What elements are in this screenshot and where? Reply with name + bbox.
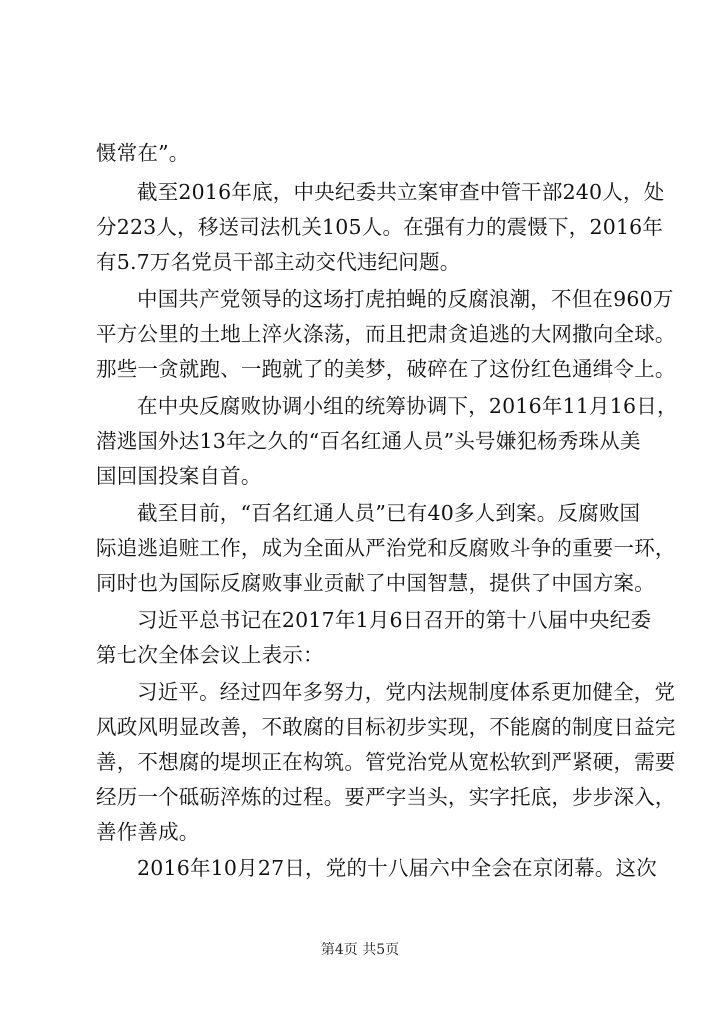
text-line: 习近平。经过四年多努力，党内法规制度体系更加健全，党 [137,680,676,704]
text-line: 平方公里的土地上淬火涤荡，而且把肃贪追逃的大网撒向全球。 [96,322,676,346]
text-line: 截至2016年底，中央纪委共立案审查中管干部240人，处 [137,180,665,204]
text-line: 截至目前，“百名红通人员”已有40多人到案。反腐败国 [137,501,641,525]
text-line: 分223人，移送司法机关105人。在强有力的震慑下，2016年 [96,215,664,239]
text-line: 际追逃追赃工作，成为全面从严治党和反腐败斗争的重要一环， [96,536,676,560]
text-line: 国回国投案自首。 [96,464,262,488]
text-line: 2016年10月27日，党的十八届六中全会在京闭幕。这次 [137,856,657,880]
text-line: 经历一个砥砺淬炼的过程。要严字当头，实字托底，步步深入， [96,785,676,809]
text-line: 那些一贪就跑、一跑就了的美梦，破碎在了这份红色通缉令上。 [96,357,676,381]
text-line: 中国共产党领导的这场打虎拍蝇的反腐浪潮，不但在960万 [137,287,674,311]
text-line: 同时也为国际反腐败事业贡献了中国智慧，提供了中国方案。 [96,571,655,595]
text-line: 慑常在”。 [96,141,190,165]
text-line: 善作善成。 [96,820,200,844]
text-line: 潜逃国外达13年之久的“百名红通人员”头号嫌犯杨秀珠从美 [96,429,641,453]
text-line: 有5.7万名党员干部主动交代违纪问题。 [96,250,461,274]
text-line: 在中央反腐败协调小组的统筹协调下，2016年11月16日， [137,394,678,418]
text-line: 风政风明显改善，不敢腐的目标初步实现，不能腐的制度日益完 [96,715,676,739]
page-number-footer: 第4页 共5页 [320,942,400,958]
text-line: 第七次全体会议上表示： [96,643,324,667]
text-line: 善，不想腐的堤坝正在构筑。管党治党从宽松软到严紧硬，需要 [96,750,676,774]
text-line: 习近平总书记在2017年1月6日召开的第十八届中央纪委 [137,608,652,632]
